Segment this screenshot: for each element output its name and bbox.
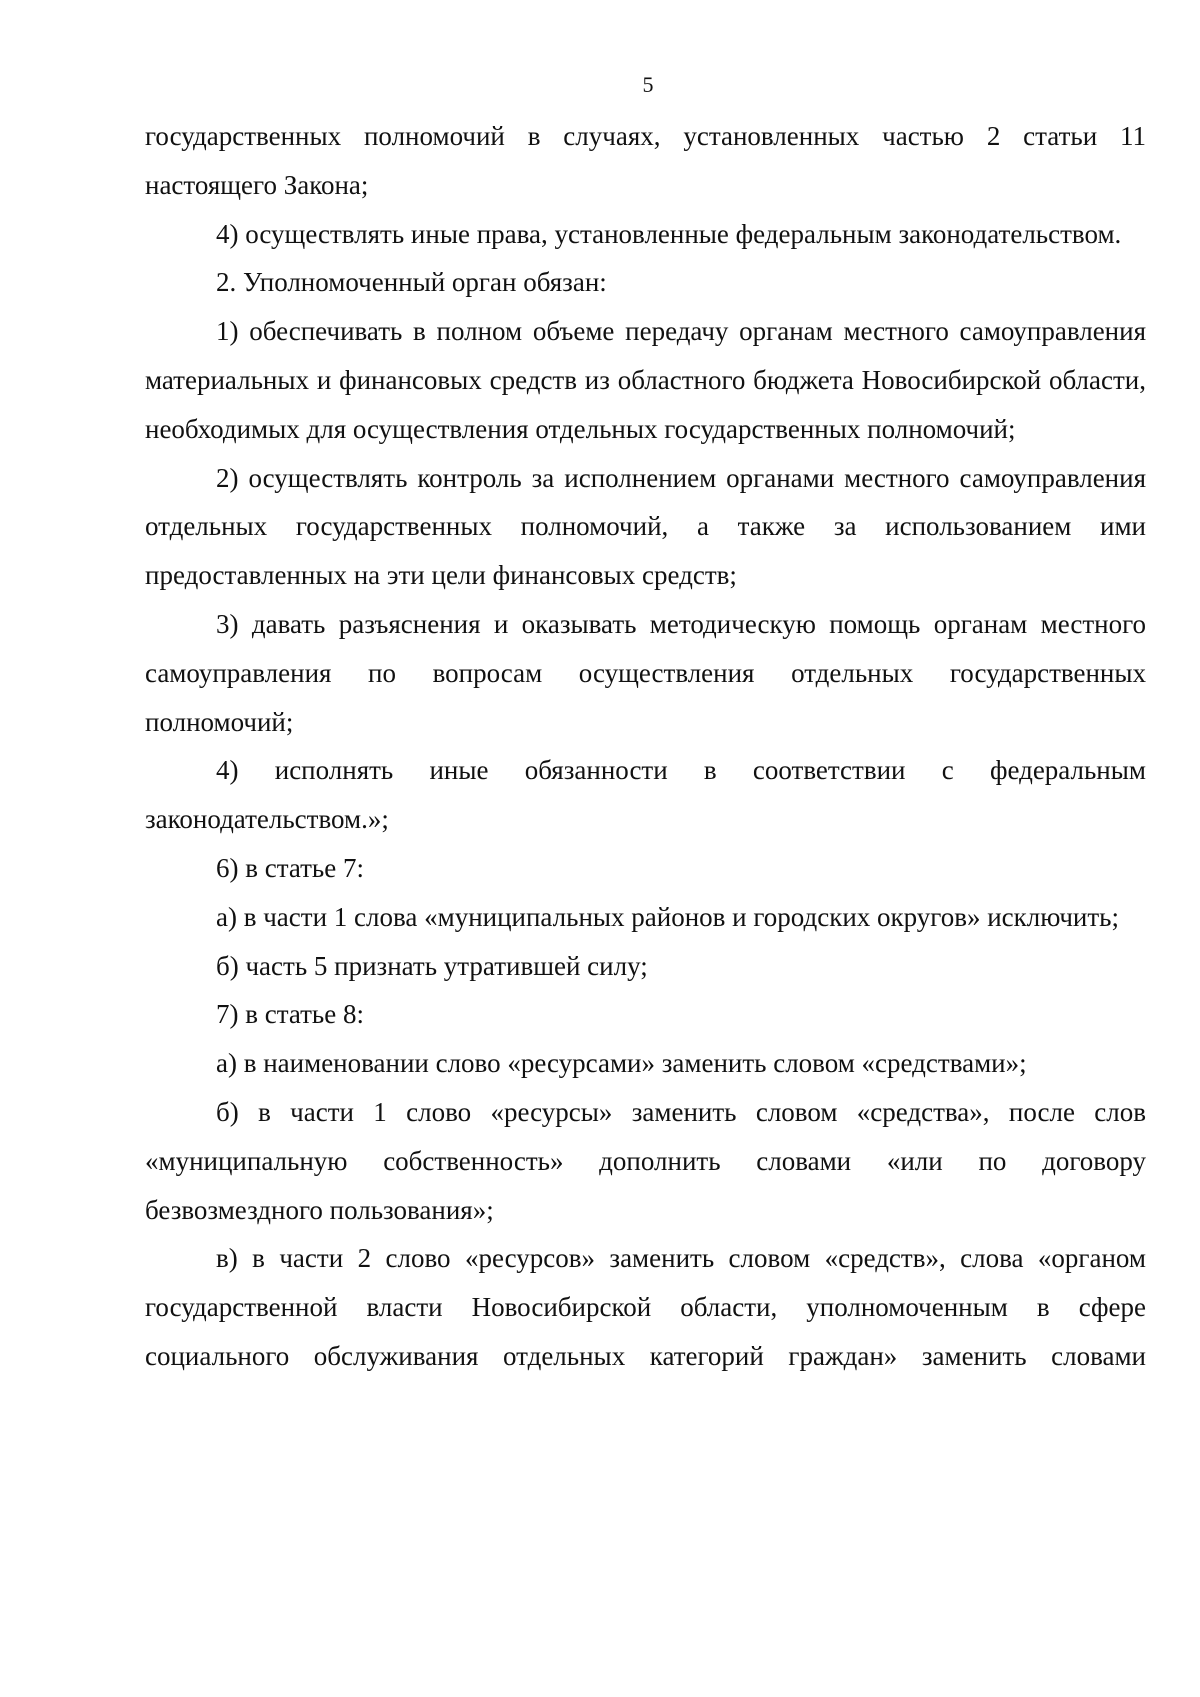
paragraph: в) в части 2 слово «ресурсов» заменить словом «средств», слова «органом государственной власти Новосибирской области, уполномоченным в сфере социального обслуживания отдельных категорий граждан» заменить словами xyxy=(145,1243,1146,1371)
paragraph: а) в части 1 слова «муниципальных районов и городских округов» исключить; xyxy=(216,901,1119,932)
paragraph: 2. Уполномоченный орган обязан: xyxy=(216,267,607,298)
paragraph: б) часть 5 признать утратившей силу; xyxy=(216,950,648,981)
paragraph: б) в части 1 слово «ресурсы» заменить словом «средства», после слов «муниципальную собственность» дополнить словами «или по договору безвозмездного пользования»; xyxy=(145,1096,1146,1225)
paragraph: 4) исполнять иные обязанности в соответствии с федеральным законодательством.»; xyxy=(145,755,1146,835)
paragraph: государственных полномочий в случаях, установленных частью 2 статьи 11 настоящего Закона; xyxy=(145,121,1146,200)
paragraph: а) в наименовании слово «ресурсами» заменить словом «средствами»; xyxy=(216,1048,1027,1079)
paragraph: 2) осуществлять контроль за исполнением органами местного самоуправления отдельных государственных полномочий, а также за использованием ими предоставленных на эти цели финансовых средств; xyxy=(145,462,1146,591)
paragraph: 1) обеспечивать в полном объеме передачу органам местного самоуправления материальных и финансовых средств из областного бюджета Новосибирской области, необходимых для осуществления отдельных государственных полномочий; xyxy=(145,316,1146,444)
paragraph: 3) давать разъяснения и оказывать методическую помощь органам местного самоуправления по вопросам осуществления отдельных государственных полномочий; xyxy=(145,608,1146,737)
paragraph: 6) в статье 7: xyxy=(216,852,364,883)
document-body xyxy=(145,112,1146,1381)
paragraph: 7) в статье 8: xyxy=(216,999,364,1030)
paragraph: 4) осуществлять иные права, установленные федеральным законодательством. xyxy=(216,218,1122,249)
page-number: 5 xyxy=(642,72,654,97)
